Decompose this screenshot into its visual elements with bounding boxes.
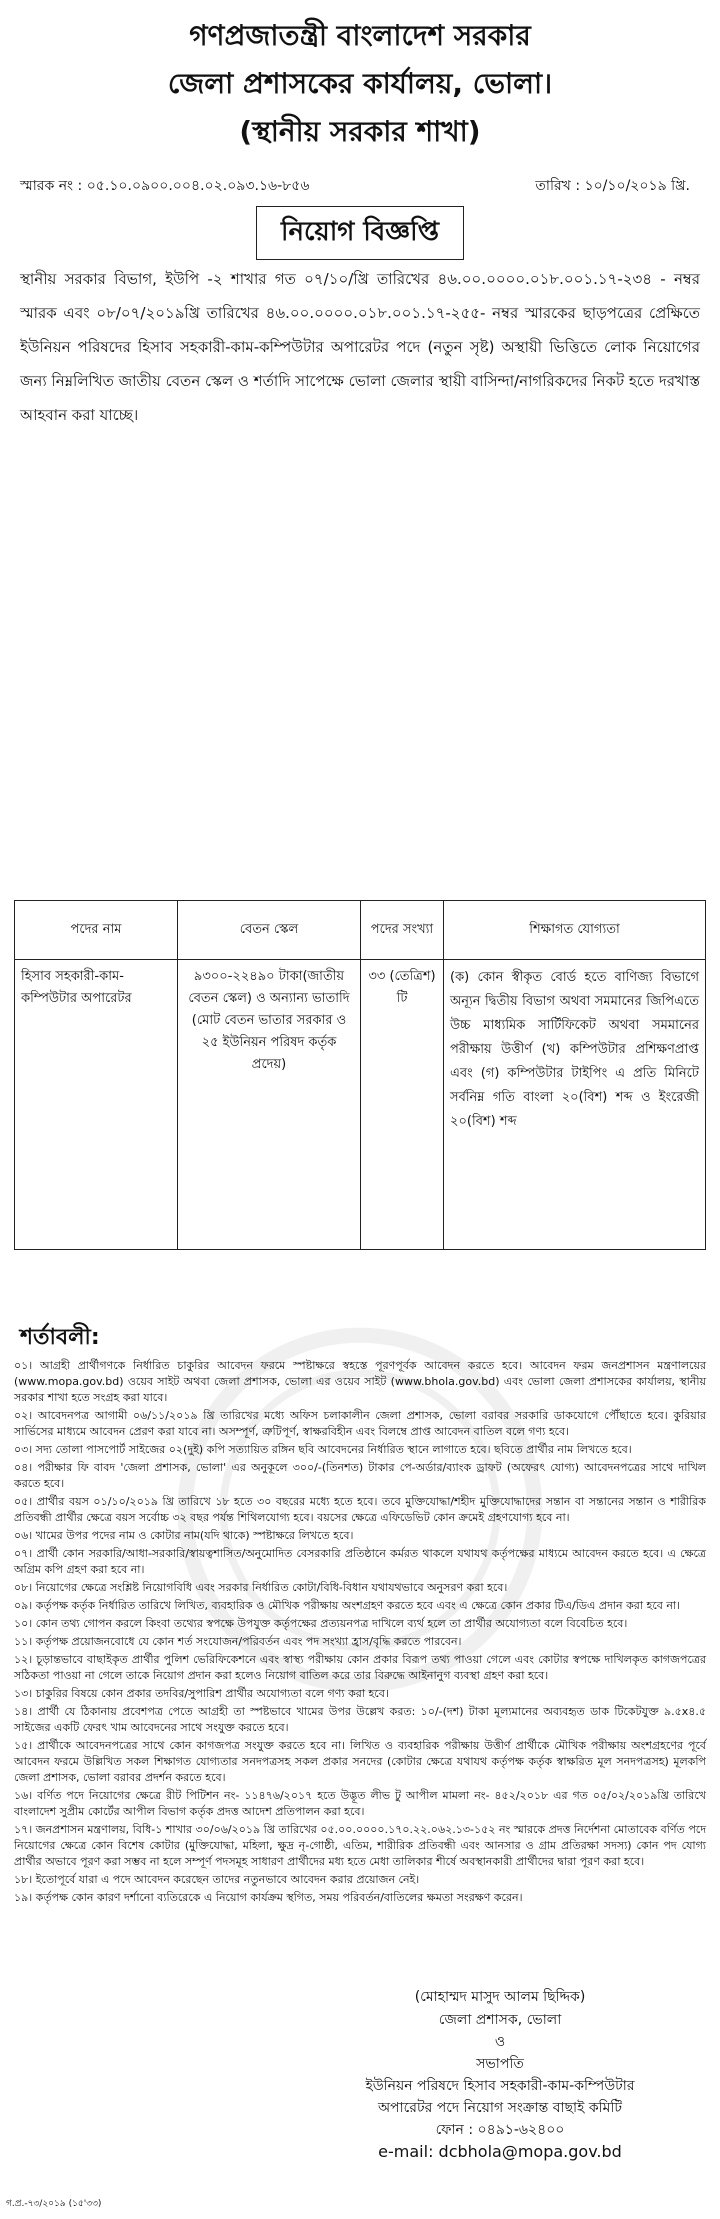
- memo-row: [20, 174, 700, 198]
- table-header: পদের নাম: [15, 901, 178, 960]
- phone-number: ফোন : ০৪৯১-৬২৪০০: [435, 2122, 565, 2138]
- table-header: বেতন স্কেল: [178, 901, 361, 960]
- signatory-role: জেলা প্রশাসক, ভোলা: [438, 2012, 562, 2028]
- conditions-heading: শর্তাবলী:: [20, 1325, 100, 1350]
- intro-paragraph: স্থানীয় সরকার বিভাগ, ইউপি -২ শাখার গত ০৭/১০/খ্রি তারিখের ৪৬.০০.০০০০.০১৮.০০১.১৭-২৩৪ - নম্বর স্মারক এবং ০৮/০৭/২০১৯খ্রি তারিখের ৪৬.০০.০০০০.০১৮.০০১.১৭-২৫৫- নম্বর স্মারকের ছাড়পত্রের প্রেক্ষিতে ইউনিয়ন পরিষদের হিসাব সহকারী-কাম-কম্পিউটার অপারেটর পদে (নতুন সৃষ্ট) অস্থায়ী ভিত্তিতে লোক নিয়োগের জন্য নিম্নলিখিত জাতীয় বেতন স্কেল ও শর্তাদি সাপেক্ষে ভোলা জেলার স্থায়ী বাসিন্দা/নাগরিকদের নিকট হতে দরখাস্ত আহবান করা যাচ্ছে।: [20, 270, 700, 424]
- email-address: e-mail: dcbhola@mopa.gov.bd: [378, 2142, 622, 2161]
- condition-item: ১৯। কর্তৃপক্ষ কোন কারণ দর্শানো ব্যতিরেকে এ নিয়োগ কার্যক্রম স্থগিত, সময় পরিবর্তন/বাতিলের ক্ষমতা সংরক্ষণ করেন।: [14, 1891, 523, 1904]
- condition-item: ১৫। প্রার্থীকে আবেদনপত্রের সাথে কোন কাগজপত্র সংযুক্ত করতে হবে না। লিখিত ও ব্যবহারিক পরীক্ষায় উত্তীর্ণ প্রার্থীকে মৌখিক পরীক্ষায় অংশগ্রহণের পূর্বে আবেদন ফরমে উল্লিখিত সকল শিক্ষাগত যোগ্যতার সনদপত্রসহ সকল প্রকার সনদের (কোটার ক্ষেত্রে যথাযথ কর্তৃপক্ষ কর্তৃক স্বাক্ষরিত মূল সনদপত্রসহ) মূলকপি জেলা প্রশাসক, ভোলা বরাবর প্রদর্শন করতে হবে।: [14, 1739, 706, 1784]
- condition-item: ০১। আগ্রহী প্রার্থীগণকে নির্ধারিত চাকুরির আবেদন ফরমে স্পষ্টাক্ষরে স্বহস্তে পূরণপূর্বক আবেদন করতে হবে। আবেদন ফরম জনপ্রশাসন মন্ত্রণালয়ের (www.mopa.gov.bd) ওয়েব সাইট অথবা জেলা প্রশাসক, ভোলা এর ওয়েব সাইট (www.bhola.gov.bd) এবং ভোলা জেলা প্রশাসকের কার্যালয়, স্থানীয় সরকার শাখা হতে সংগ্রহ করা যাবে।: [14, 1359, 706, 1404]
- table-header: পদের সংখ্যা: [361, 901, 444, 960]
- condition-item: ০৯। কর্তৃপক্ষ কর্তৃক নির্ধারিত তারিখে লিখিত, ব্যবহারিক ও মৌখিক পরীক্ষায় অংশগ্রহণ করতে হবে এবং এ ক্ষেত্রে কোন প্রকার টিএ/ডিএ প্রদান করা হবে না।: [14, 1599, 681, 1612]
- condition-item: ১২। চূড়ান্তভাবে বাছাইকৃত প্রার্থীর পুলিশ ভেরিফিকেশনে এবং স্বাস্থ্য পরীক্ষায় কোন প্রকার বিরূপ তথ্য পাওয়া গেলে এবং কোটার স্বপক্ষে দাখিলকৃত কাগজপত্রের সঠিকতা পাওয়া না গেলে তাকে নিয়োগ প্রদান করা হলেও নিয়োগ বাতিল করে তার বিরুদ্ধে আইনানুগ ব্যবস্থা গ্রহণ করা হবে।: [14, 1653, 706, 1682]
- committee-line-2: অপারেটর পদে নিয়োগ সংক্রান্ত বাছাই কমিটি: [377, 2100, 623, 2116]
- condition-item: ০৫। প্রার্থীর বয়স ০১/১০/২০১৯ খ্রি তারিখে ১৮ হতে ৩০ বছরের মধ্যে হতে হবে। তবে মুক্তিযোদ্ধা/শহীদ মুক্তিযোদ্ধাদের সন্তান বা সন্তানের সন্তান ও শারীরিক প্রতিবন্ধী প্রার্থীর ক্ষেত্রে বয়স সর্বোচ্চ ৩২ বছর পর্যন্ত শিথিলযোগ্য হবে। বয়সের ক্ষেত্রে এফিডেভিট কোন ক্রমেই গ্রহণযোগ্য হবে না।: [14, 1495, 706, 1524]
- header-line-2: জেলা প্রশাসকের কার্যালয়, ভোলা।: [167, 67, 553, 100]
- condition-item: ১০। কোন তথ্য গোপন করলে কিংবা তথ্যের স্বপক্ষে উপযুক্ত কর্তৃপক্ষের প্রত্যয়নপত্র দাখিলে ব্যর্থ হলে তা প্রার্থীর অযোগ্যতা বলে বিবেচিত হবে।: [14, 1617, 628, 1630]
- condition-item: ১১। কর্তৃপক্ষ প্রয়োজনবোধে যে কোন শর্ত সংযোজন/পরিবর্তন এবং পদ সংখ্যা হ্রাস/বৃদ্ধি করতে পারবেন।: [14, 1635, 462, 1648]
- committee-line-1: ইউনিয়ন পরিষদে হিসাব সহকারী-কাম-কম্পিউটার: [365, 2078, 635, 2094]
- header-line-3: (স্থানীয় সরকার শাখা): [239, 115, 481, 148]
- condition-item: ০৬। খামের উপর পদের নাম ও কোটার নাম(যদি থাকে) স্পষ্টাক্ষরে লিখতে হবে।: [14, 1529, 354, 1542]
- page-title: নিয়োগ বিজ্ঞপ্তি: [256, 206, 464, 260]
- condition-item: ১৩। চাকুরির বিষয়ে কোন প্রকার তদবির/সুপারিশ প্রার্থীর অযোগ্যতা বলে গণ্য করা হবে।: [14, 1687, 389, 1700]
- vacancy-table: [14, 900, 706, 1250]
- condition-item: ১৮। ইতোপূর্বে যারা এ পদে আবেদন করেছেন তাদের নতুনভাবে আবেদন করার প্রয়োজন নেই।: [14, 1873, 420, 1886]
- title-wrap: [0, 206, 720, 260]
- condition-item: ১৬। বর্ণিত পদে নিয়োগের ক্ষেত্রে রীট পিটিশন নং- ১১৪৭৬/২০১৭ হতে উদ্ভূত লীভ টু আপীল মামলা নং- ৪৫২/২০১৮ এর গত ০৫/০২/২০১৯খ্রি তারিখে বাংলাদেশ সুপ্রীম কোর্টের আপীল বিভাগ কর্তৃক প্রদত্ত আদেশ প্রতিপালন করা হবে।: [14, 1789, 706, 1818]
- condition-item: ১৪। প্রার্থী যে ঠিকানায় প্রবেশপত্র পেতে আগ্রহী তা স্পষ্টভাবে খামের উপর উল্লেখ করত: ১০/-(দশ) টাকা মূল্যমানের অব্যবহৃত ডাক টিকেটযুক্ত ৯.৫x৪.৫ সাইজের একটি ফেরৎ খাম আবেদনের সাথে সংযুক্ত করতে হবে।: [14, 1705, 706, 1734]
- table-header-row: [15, 901, 706, 960]
- condition-item: ০৩। সদ্য তোলা পাসপোর্ট সাইজের ০২(দুই) কপি সত্যায়িত রঙ্গিন ছবি আবেদনের নির্ধারিত স্থানে লাগাতে হবে। ছবিতে প্রার্থীর নাম লিখতে হবে।: [14, 1443, 632, 1456]
- signatory-role-2: সভাপতি: [476, 2056, 524, 2072]
- print-code: গ.প্র.-৭৩/২০১৯ (১৫'৩৩): [6, 2199, 102, 2209]
- pay-scale: ৯৩০০-২২৪৯০ টাকা(জাতীয় বেতন স্কেল) ও অন্যান্য ভাতাদি (মোট বেতন ভাতার সরকার ও ২৫ ইউনিয়ন পরিষদ কর্তৃক প্রদেয়): [178, 960, 361, 1250]
- condition-item: ০৭। প্রার্থী কোন সরকারি/আধা-সরকারি/স্বায়ত্বশাসিত/অনুমোদিত বেসরকারি প্রতিষ্ঠানে কর্মরত থাকলে যথাযথ কর্তৃপক্ষের মাধ্যমে আবেদন করতে হবে। এ ক্ষেত্রে অগ্রিম কপি গ্রহণ করা হবে না।: [14, 1547, 706, 1576]
- memo-ref: স্মারক নং : ০৫.১০.০৯০০.০০৪.০২.০৯৩.১৬-৮৫৬: [20, 178, 310, 194]
- post-name: হিসাব সহকারী-কাম-কম্পিউটার অপারেটর: [15, 960, 178, 1250]
- condition-item: ০৮। নিয়োগের ক্ষেত্রে সংশ্লিষ্ট নিয়োগবিধি এবং সরকার নির্ধারিত কোটা/বিধি-বিধান যথাযথভাবে অনুসরণ করা হবে।: [14, 1581, 508, 1594]
- condition-item: ১৭। জনপ্রশাসন মন্ত্রণালয়, বিধি-১ শাখার ৩০/০৬/২০১৯ খ্রি তারিখের ০৫.০০.০০০০.১৭০.২২.০৬২.১৩-১৫২ নং স্মারকে প্রদত্ত নির্দেশনা মোতাবেক বর্ণিত পদে নিয়োগের ক্ষেত্রে কোন বিশেষ কোটার (মুক্তিযোদ্ধা, মহিলা, ক্ষুদ্র নৃ-গোষ্ঠী, এতিম, শারীরিক প্রতিবন্ধী এবং আনসার ও গ্রাম প্রতিরক্ষা সদস্য) কোন পদ যোগ্য প্রার্থীর অভাবে পূরণ করা সম্ভব না হলে সম্পূর্ণ পদসমূহ সাধারণ প্রার্থীদের মধ্য হতে মেধা তালিকার শীর্ষে অবস্থানকারী প্রার্থীদের দ্বারা পূরণ করা হবে।: [14, 1823, 706, 1868]
- qualification: (ক) কোন স্বীকৃত বোর্ড হতে বাণিজ্য বিভাগে অন্যূন দ্বিতীয় বিভাগ অথবা সমমানের জিপিএতে উচ্চ মাধ্যমিক সার্টিফিকেট অথবা সমমানের পরীক্ষায় উত্তীর্ণ (খ) কম্পিউটার প্রশিক্ষণপ্রাপ্ত এবং (গ) কম্পিউটার টাইপিং এ প্রতি মিনিটে সর্বনিম্ন গতি বাংলা ২০(বিশ) শব্দ ও ইংরেজী ২০(বিশ) শব্দ: [444, 960, 706, 1250]
- post-count: ৩৩ (তেত্রিশ) টি: [361, 960, 444, 1250]
- condition-item: ০৪। পরীক্ষার ফি বাবদ 'জেলা প্রশাসক, ভোলা' এর অনুকূলে ৩০০/-(তিনশত) টাকার পে-অর্ডার/ব্যাংক ড্রাফট (অফেরৎ যোগ্য) আবেদনপত্রের সাথে দাখিল করতে হবে।: [14, 1461, 706, 1490]
- header-line-1: গণপ্রজাতন্ত্রী বাংলাদেশ সরকার: [189, 19, 531, 52]
- table-row: [15, 960, 706, 1250]
- signatory-and: ও: [494, 2034, 506, 2050]
- condition-item: ০২। আবেদনপত্র আগামী ০৬/১১/২০১৯ খ্রি তারিখের মধ্যে অফিস চলাকালীন জেলা প্রশাসক, ভোলা বরাবর সরকারি ডাকযোগে পৌঁছাতে হবে। কুরিয়ার সার্ভিসের মাধ্যমে আবেদন প্রেরণ করা যাবে না। অসম্পূর্ণ, ত্রুটিপূর্ণ, স্বাক্ষরবিহীন এবং বিলম্বে প্রাপ্ত আবেদন বাতিল বলে গণ্য হবে।: [14, 1409, 706, 1438]
- memo-date: তারিখ : ১০/১০/২০১৯ খ্রি.: [535, 178, 690, 194]
- signatory-name: (মোহাম্মদ মাসুদ আলম ছিদ্দিক): [414, 1989, 586, 2005]
- table-header: শিক্ষাগত যোগ্যতা: [444, 901, 706, 960]
